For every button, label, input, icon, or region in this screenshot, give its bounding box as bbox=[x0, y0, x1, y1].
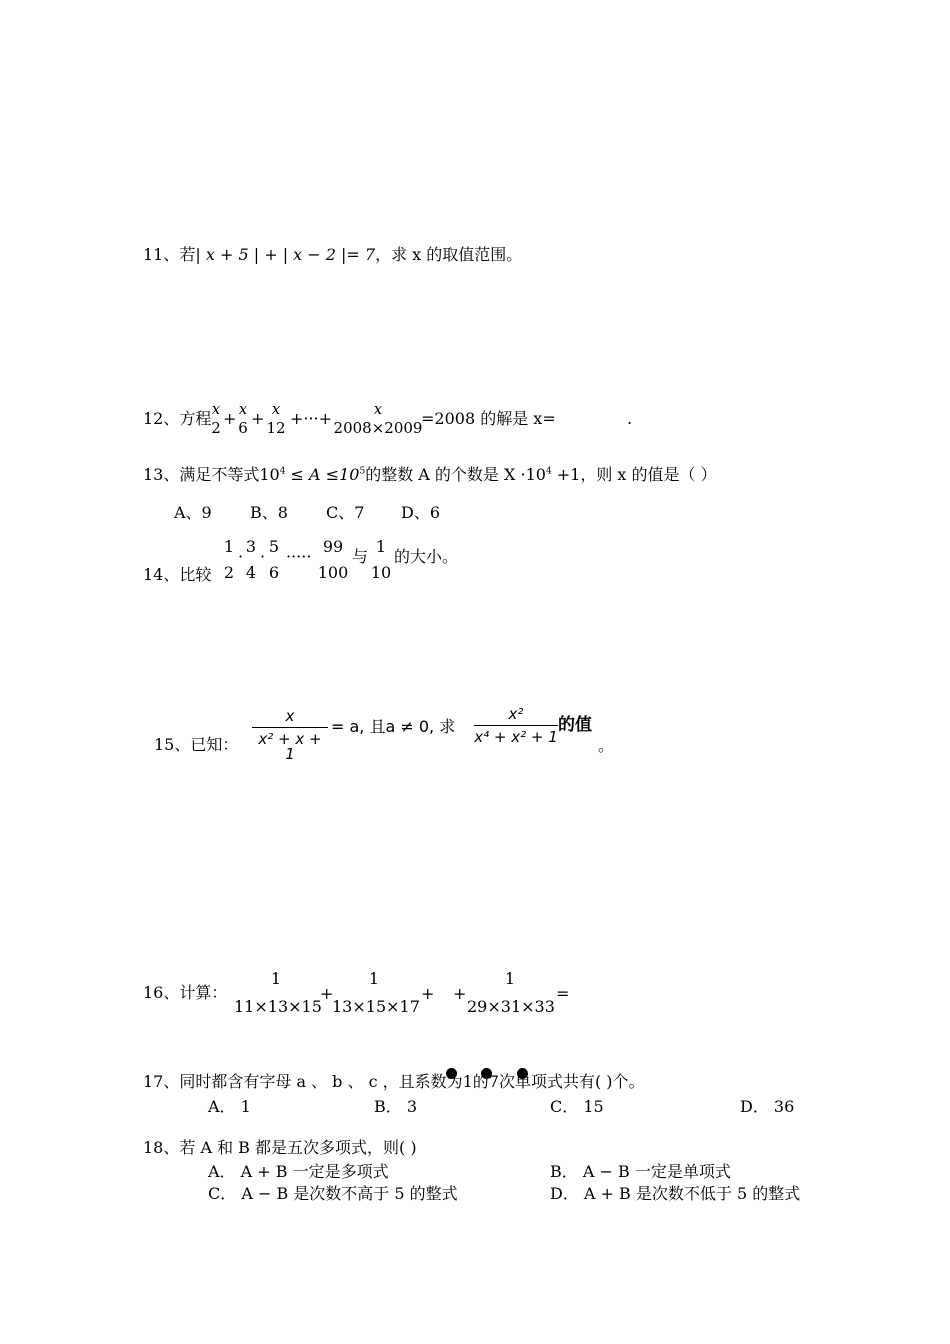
q16-fraction-1: 1 11×13×15 bbox=[234, 969, 322, 1016]
q12-ellipsis: +···+ bbox=[290, 409, 333, 428]
question-16-number: 16、计算： bbox=[143, 983, 228, 1002]
q13-mid: 的整数 A 的个数是 X ·10 bbox=[365, 465, 546, 484]
q11-number: 11、若 bbox=[143, 245, 196, 264]
q14-fraction: 1 10 bbox=[370, 537, 392, 582]
q14-tail: 的大小。 bbox=[394, 547, 459, 566]
q12-equals: =2008 的解是 x= bbox=[421, 409, 556, 428]
q14-ellipsis: ····· bbox=[286, 547, 312, 566]
question-11 bbox=[143, 247, 522, 263]
q17-option-d: D． 36 bbox=[740, 1097, 795, 1116]
question-14-number: 14、比较 bbox=[143, 565, 212, 584]
q16-fraction-3: 1 29×31×33 bbox=[467, 969, 555, 1016]
q12-fraction: x 2008×2009 bbox=[333, 400, 423, 437]
q18-option-c: C． A − B 是次数不高于 5 的整式 bbox=[208, 1184, 458, 1203]
q12-fraction: x 2 bbox=[211, 400, 221, 437]
q17-option-c: C． 15 bbox=[550, 1097, 604, 1116]
q13-option-d: D、6 bbox=[401, 503, 441, 522]
q13-option-c: C、7 bbox=[326, 503, 365, 522]
q13-ineq: ≤ A ≤10 bbox=[285, 465, 360, 484]
q16-plus: + bbox=[320, 984, 334, 1003]
q15-end: 。 bbox=[598, 736, 615, 755]
q14-fraction: 3 4 bbox=[245, 537, 257, 582]
q14-fraction: 5 6 bbox=[268, 537, 280, 582]
q15-fraction-1: $\frac{x}{\text{x² + x + 1}}$ bbox=[252, 709, 328, 762]
q12-plus: + bbox=[223, 409, 237, 428]
q18-option-a: A． A + B 一定是多项式 bbox=[208, 1162, 389, 1181]
q15-fraction-2: $\frac{\text{x²}}{\text{x⁴ + x² + 1}}$ bbox=[474, 705, 558, 746]
q16-fraction-2: 1 13×15×17 bbox=[332, 969, 420, 1016]
q13-option-a: A、9 bbox=[174, 503, 212, 522]
q11-equation: | x + 5 | + | x − 2 |= 7 bbox=[195, 245, 376, 264]
q14-dot: · bbox=[238, 547, 244, 566]
question-12-number: 12、方程 bbox=[143, 409, 212, 428]
q17-option-a: A． 1 bbox=[208, 1097, 251, 1116]
q12-plus: + bbox=[251, 409, 265, 428]
q12-fraction: x 6 bbox=[238, 400, 248, 437]
question-17: 17、同时都含有字母 a 、 b 、 c ，且系数为1的7次单项式共有( )个。 bbox=[143, 1072, 645, 1091]
question-15-number: 15、已知： bbox=[154, 735, 239, 754]
q11-tail: ，求 x 的取值范围。 bbox=[375, 245, 523, 264]
q16-equals: = bbox=[556, 984, 570, 1003]
question-13: 13、满足不等式$10^4 \le A \le 10^5$的整数 A 的个数是 $X \cdot 10^4 +1$，则 x 的值是（ ） bbox=[143, 465, 717, 484]
q12-end: . bbox=[627, 409, 633, 428]
q16-plus: + bbox=[453, 984, 467, 1003]
q16-plus: + bbox=[421, 984, 435, 1003]
q14-fraction: 1 2 bbox=[223, 537, 235, 582]
q18-option-d: D． A + B 是次数不低于 5 的整式 bbox=[550, 1184, 801, 1203]
q14-dot: · bbox=[260, 547, 266, 566]
q13-number: 13、满足不等式 bbox=[143, 465, 260, 484]
question-18: 18、若 A 和 B 都是五次多项式，则( ) bbox=[143, 1138, 417, 1157]
q12-fraction: x 12 bbox=[266, 400, 286, 437]
q13-option-b: B、8 bbox=[250, 503, 288, 522]
q18-option-b: B． A − B 一定是单项式 bbox=[550, 1162, 731, 1181]
q15-tail: 的值 bbox=[558, 715, 592, 735]
q13-tail: +1，则 x 的值是（ ） bbox=[551, 465, 717, 484]
q14-with: 与 bbox=[352, 547, 369, 566]
q14-fraction: 99 100 bbox=[317, 537, 349, 582]
q15-condition: = a, 且a ≠ 0, 求 bbox=[331, 717, 456, 736]
q13-base: 10 bbox=[259, 465, 280, 484]
q17-option-b: B． 3 bbox=[374, 1097, 418, 1116]
